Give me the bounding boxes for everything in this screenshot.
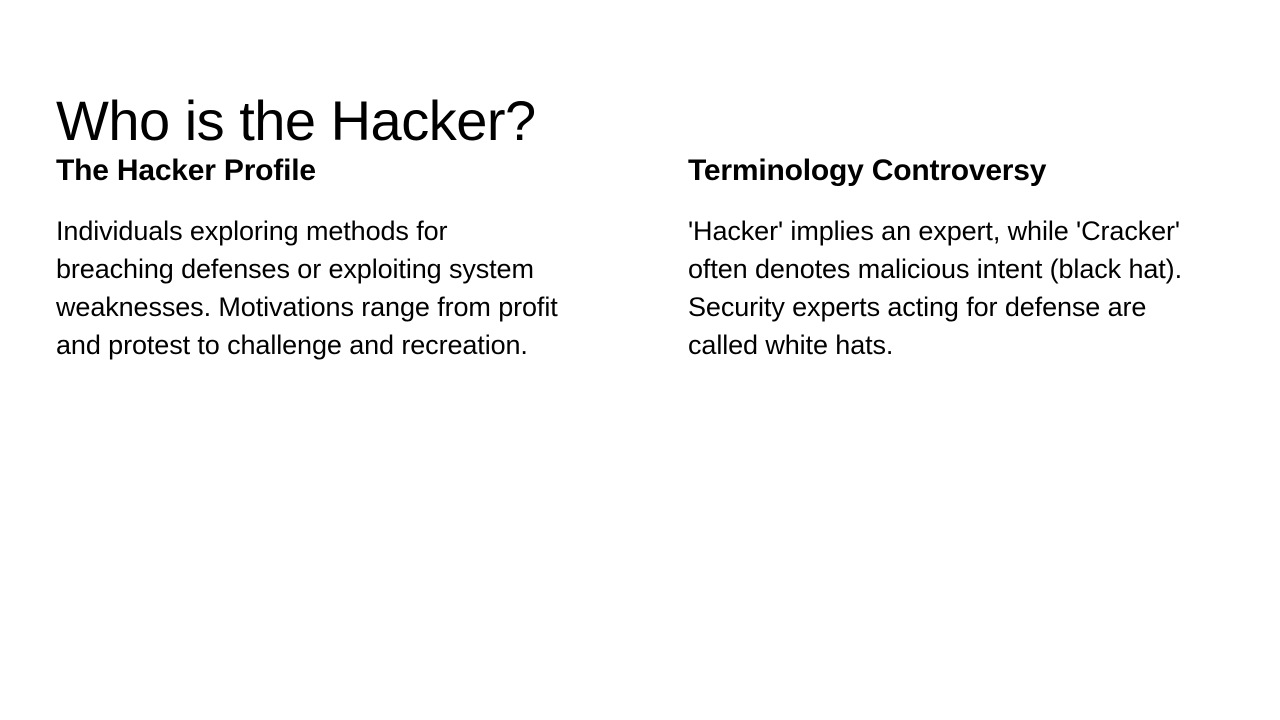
content-columns — [56, 152, 1224, 365]
column-terminology-controversy — [688, 152, 1224, 365]
column-heading-left: The Hacker Profile — [56, 154, 316, 187]
column-hacker-profile — [56, 152, 592, 365]
page-title: Who is the Hacker? — [56, 88, 536, 152]
column-body-left: Individuals exploring methods for breaching defenses or exploiting system weaknesses. Motivations range from profit and protest to challenge and recreation. — [56, 215, 558, 361]
column-heading-right: Terminology Controversy — [688, 154, 1047, 187]
column-body-right: 'Hacker' implies an expert, while 'Cracker' often denotes malicious intent (black hat). Security experts acting for defense are called white hats. — [688, 215, 1182, 361]
